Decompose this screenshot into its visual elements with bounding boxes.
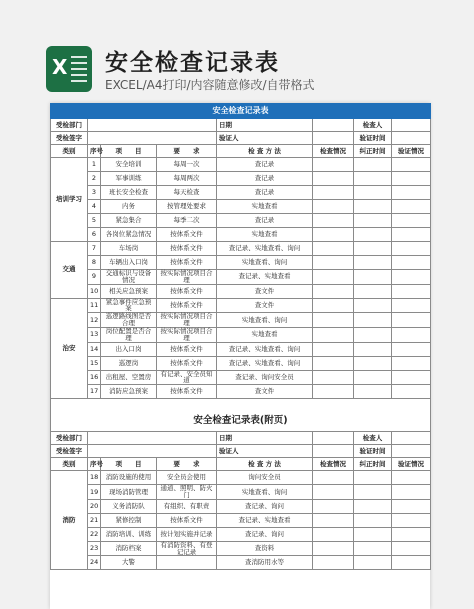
form-row-sign [51,132,431,145]
method-cell: 查记录、实地查看、询问 [217,342,313,356]
table-row [51,513,431,527]
requirement-cell: 每季二次 [157,214,217,228]
item-cell: 紧急事件应急预案 [101,298,157,313]
no-cell: 12 [88,313,101,328]
col-category: 类别 [51,145,88,158]
col-item: 项 目 [101,145,157,158]
table-row [51,214,431,228]
logo-letter: X [52,55,68,79]
item-cell: 军事训练 [101,172,157,186]
method-cell: 实地查看、询问 [217,485,313,500]
status-cell[interactable] [313,471,354,485]
label-date: 日期 [217,432,313,445]
field-dept[interactable] [88,432,217,445]
item-cell: 出入口岗 [101,342,157,356]
correct-time-cell[interactable] [354,298,392,313]
table-row [51,527,431,541]
verify-cell[interactable] [392,513,431,527]
item-cell: 出租屋、空置房 [101,370,157,385]
method-cell: 查记录、实地查看、询问 [217,242,313,256]
verify-cell[interactable] [392,342,431,356]
requirement-cell: 按实际情况项目合理 [157,270,217,285]
field-verify-time[interactable] [392,132,431,145]
method-cell: 查文件 [217,284,313,298]
label-verify-time: 验证时间 [354,445,392,458]
correct-time-cell[interactable] [354,541,392,556]
appendix-title-row [51,411,431,432]
excel-logo-icon [46,46,92,92]
item-cell: 现场消防管理 [101,485,157,500]
label-dept: 受检部门 [51,119,88,132]
no-cell: 7 [88,242,101,256]
requirement-cell: 按体系文件 [157,385,217,399]
requirement-cell: 每天检查 [157,186,217,200]
page-header [0,0,474,100]
table-row [51,356,431,370]
method-cell: 查记录、实地查看、询问 [217,356,313,370]
item-cell: 义务消防队 [101,499,157,513]
item-cell: 巡逻岗 [101,356,157,370]
no-cell: 21 [88,513,101,527]
table-row [51,327,431,342]
no-cell: 9 [88,270,101,285]
no-cell: 19 [88,485,101,500]
requirement-cell: 有消防资料、有登记记录 [157,541,217,556]
col-verify: 验证情况 [392,458,431,471]
field-inspector[interactable] [392,432,431,445]
category-cell: 消防 [51,471,88,570]
method-cell: 查文件 [217,385,313,399]
label-inspector: 检查人 [354,432,392,445]
field-date[interactable] [313,119,354,132]
item-cell: 内务 [101,200,157,214]
appendix-title: 安全检查记录表(附页) [51,411,431,432]
table-row [51,270,431,285]
no-cell: 1 [88,158,101,172]
item-cell: 消防档案 [101,541,157,556]
method-cell: 查记录、询问安全员 [217,370,313,385]
item-cell: 班长安全检查 [101,186,157,200]
verify-cell[interactable] [392,485,431,500]
correct-time-cell[interactable] [354,356,392,370]
requirement-cell: 按体系文件 [157,284,217,298]
method-cell: 实地查看 [217,200,313,214]
status-cell[interactable] [313,556,354,570]
table-row [51,556,431,570]
status-cell[interactable] [313,527,354,541]
correct-time-cell[interactable] [354,327,392,342]
no-cell: 14 [88,342,101,356]
requirement-cell: 按实际情况项目合理 [157,313,217,328]
method-cell: 查记录 [217,158,313,172]
no-cell: 2 [88,172,101,186]
no-cell: 23 [88,541,101,556]
status-cell[interactable] [313,513,354,527]
verify-cell[interactable] [392,541,431,556]
correct-time-cell[interactable] [354,172,392,186]
item-cell: 消防应急预案 [101,385,157,399]
status-cell[interactable] [313,313,354,328]
col-requirement: 要 求 [157,458,217,471]
correct-time-cell[interactable] [354,270,392,285]
status-cell[interactable] [313,541,354,556]
spacer-row [51,399,431,412]
correct-time-cell[interactable] [354,370,392,385]
requirement-cell: 有组织、有职责 [157,499,217,513]
no-cell: 10 [88,284,101,298]
correct-time-cell[interactable] [354,499,392,513]
verify-cell[interactable] [392,214,431,228]
correct-time-cell[interactable] [354,256,392,270]
verify-cell[interactable] [392,298,431,313]
verify-cell[interactable] [392,284,431,298]
requirement-cell: 按体系文件 [157,513,217,527]
status-cell[interactable] [313,256,354,270]
col-requirement: 要 求 [157,145,217,158]
status-cell[interactable] [313,214,354,228]
requirement-cell: 通道、照明、防火门 [157,485,217,500]
correct-time-cell[interactable] [354,342,392,356]
label-witness: 验证人 [217,132,313,145]
correct-time-cell[interactable] [354,513,392,527]
correct-time-cell[interactable] [354,284,392,298]
table-row [51,172,431,186]
col-method: 检 查 方 法 [217,458,313,471]
requirement-cell: 每周两次 [157,172,217,186]
status-cell[interactable] [313,298,354,313]
col-status: 检查情况 [313,458,354,471]
method-cell: 查记录、实地查看 [217,270,313,285]
requirement-cell: 有记录、安全员知道 [157,370,217,385]
col-correct-time: 纠正时间 [354,458,392,471]
verify-cell[interactable] [392,313,431,328]
label-sign: 受检签字 [51,132,88,145]
status-cell[interactable] [313,200,354,214]
no-cell: 18 [88,471,101,485]
verify-cell[interactable] [392,228,431,242]
correct-time-cell[interactable] [354,313,392,328]
no-cell: 16 [88,370,101,385]
col-correct-time: 纠正时间 [354,145,392,158]
requirement-cell: 按体系文件 [157,256,217,270]
field-witness[interactable] [313,445,354,458]
item-cell: 车辆出入口岗 [101,256,157,270]
requirement-cell: 每周一次 [157,158,217,172]
status-cell[interactable] [313,186,354,200]
requirement-cell: 按实际情况项目合理 [157,327,217,342]
verify-cell[interactable] [392,370,431,385]
no-cell: 3 [88,186,101,200]
no-cell: 15 [88,356,101,370]
field-inspector[interactable] [392,119,431,132]
method-cell: 查资料 [217,541,313,556]
appendix-column-header-row [51,458,431,471]
no-cell: 5 [88,214,101,228]
verify-cell[interactable] [392,356,431,370]
category-cell: 交通 [51,242,88,299]
method-cell: 查记录、询问 [217,527,313,541]
verify-cell[interactable] [392,385,431,399]
method-cell: 查记录 [217,172,313,186]
table-row [51,298,431,313]
table-row [51,158,431,172]
correct-time-cell[interactable] [354,556,392,570]
table-row [51,385,431,399]
verify-cell[interactable] [392,527,431,541]
correct-time-cell[interactable] [354,186,392,200]
verify-cell[interactable] [392,186,431,200]
field-witness[interactable] [313,132,354,145]
label-inspector: 检查人 [354,119,392,132]
no-cell: 8 [88,256,101,270]
appendix-form-row-sign [51,445,431,458]
inspection-table [50,103,431,570]
status-cell[interactable] [313,270,354,285]
requirement-cell: 按体系文件 [157,356,217,370]
correct-time-cell[interactable] [354,214,392,228]
form-row-dept [51,119,431,132]
correct-time-cell[interactable] [354,471,392,485]
verify-cell[interactable] [392,256,431,270]
page-subtitle: EXCEL/A4打印/内容随意修改/自带格式 [105,78,315,92]
method-cell: 询问安全员 [217,471,313,485]
status-cell[interactable] [313,158,354,172]
method-cell: 实地查看、询问 [217,313,313,328]
item-cell: 岗位配置是否合理 [101,327,157,342]
label-verify-time: 验证时间 [354,132,392,145]
item-cell: 消防设施的使用 [101,471,157,485]
col-method: 检 查 方 法 [217,145,313,158]
item-cell: 消防培训、训练 [101,527,157,541]
item-cell: 车场岗 [101,242,157,256]
status-cell[interactable] [313,385,354,399]
table-row [51,228,431,242]
table-row [51,186,431,200]
verify-cell[interactable] [392,556,431,570]
correct-time-cell[interactable] [354,242,392,256]
sheet-lines-icon [71,56,87,82]
item-cell: 各岗位紧急情况 [101,228,157,242]
status-cell[interactable] [313,228,354,242]
item-cell: 巡逻路线图是否合理 [101,313,157,328]
requirement-cell: 安全员会使用 [157,471,217,485]
table-row [51,342,431,356]
col-status: 检查情况 [313,145,354,158]
no-cell: 24 [88,556,101,570]
verify-cell[interactable] [392,270,431,285]
field-dept[interactable] [88,119,217,132]
verify-cell[interactable] [392,471,431,485]
method-cell: 查记录、询问 [217,499,313,513]
method-cell: 查记录 [217,214,313,228]
requirement-cell: 按计划实施并记录 [157,527,217,541]
requirement-cell: 按体系文件 [157,342,217,356]
status-cell[interactable] [313,499,354,513]
verify-cell[interactable] [392,327,431,342]
table-row [51,284,431,298]
item-cell: 紧急集合 [101,214,157,228]
status-cell[interactable] [313,284,354,298]
label-dept: 受检部门 [51,432,88,445]
requirement-cell: 按体系文件 [157,298,217,313]
status-cell[interactable] [313,327,354,342]
table-row [51,313,431,328]
method-cell: 查记录 [217,186,313,200]
field-sign[interactable] [88,132,217,145]
verify-cell[interactable] [392,172,431,186]
table-banner: 安全检查记录表 [51,104,431,119]
verify-cell[interactable] [392,158,431,172]
method-cell: 实地查看 [217,327,313,342]
col-item: 项 目 [101,458,157,471]
col-verify: 验证情况 [392,145,431,158]
status-cell[interactable] [313,172,354,186]
correct-time-cell[interactable] [354,228,392,242]
verify-cell[interactable] [392,499,431,513]
item-cell: 紧修控制 [101,513,157,527]
correct-time-cell[interactable] [354,385,392,399]
field-date[interactable] [313,432,354,445]
method-cell: 实地查看 [217,228,313,242]
correct-time-cell[interactable] [354,158,392,172]
requirement-cell [157,556,217,570]
column-header-row [51,145,431,158]
method-cell: 查消防用水等 [217,556,313,570]
category-cell: 治安 [51,298,88,399]
no-cell: 17 [88,385,101,399]
correct-time-cell[interactable] [354,527,392,541]
method-cell: 查文件 [217,298,313,313]
correct-time-cell[interactable] [354,485,392,500]
correct-time-cell[interactable] [354,200,392,214]
page-title: 安全检查记录表 [105,50,280,76]
table-row [51,485,431,500]
no-cell: 13 [88,327,101,342]
label-date: 日期 [217,119,313,132]
item-cell: 大警 [101,556,157,570]
status-cell[interactable] [313,370,354,385]
status-cell[interactable] [313,485,354,500]
category-cell: 培训学习 [51,158,88,242]
no-cell: 4 [88,200,101,214]
status-cell[interactable] [313,356,354,370]
col-no: 序号 [88,458,101,471]
requirement-cell: 按管理处要求 [157,200,217,214]
table-row [51,370,431,385]
table-row [51,256,431,270]
col-category: 类别 [51,458,88,471]
verify-cell[interactable] [392,242,431,256]
method-cell: 查记录、实地查看 [217,513,313,527]
col-no: 序号 [88,145,101,158]
appendix-form-row-dept [51,432,431,445]
status-cell[interactable] [313,342,354,356]
label-witness: 验证人 [217,445,313,458]
label-sign: 受检签字 [51,445,88,458]
verify-cell[interactable] [392,200,431,214]
item-cell: 相关应急预案 [101,284,157,298]
table-row [51,471,431,485]
method-cell: 实地查看、询问 [217,256,313,270]
no-cell: 11 [88,298,101,313]
item-cell: 安全培训 [101,158,157,172]
table-row [51,242,431,256]
document-preview [50,103,430,609]
table-row [51,541,431,556]
status-cell[interactable] [313,242,354,256]
item-cell: 交通标识与设备情况 [101,270,157,285]
field-sign[interactable] [88,445,217,458]
table-banner-row [51,104,431,119]
no-cell: 22 [88,527,101,541]
requirement-cell: 按体系文件 [157,242,217,256]
table-row [51,200,431,214]
field-verify-time[interactable] [392,445,431,458]
table-row [51,499,431,513]
requirement-cell: 按体系文件 [157,228,217,242]
no-cell: 6 [88,228,101,242]
no-cell: 20 [88,499,101,513]
